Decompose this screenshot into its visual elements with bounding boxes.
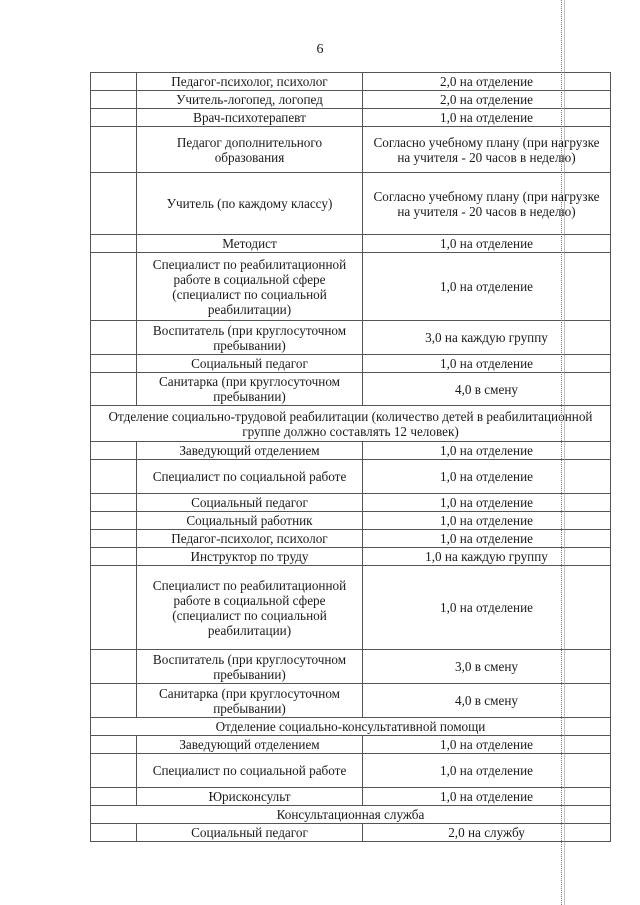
position-cell: Социальный педагог bbox=[137, 824, 363, 842]
table-row bbox=[91, 373, 611, 406]
norm-cell: 3,0 в смену bbox=[363, 650, 611, 684]
row-number-cell bbox=[91, 494, 137, 512]
norm-cell: 1,0 на отделение bbox=[363, 736, 611, 754]
position-cell: Социальный педагог bbox=[137, 494, 363, 512]
row-number-cell bbox=[91, 127, 137, 173]
table-row bbox=[91, 321, 611, 355]
staffing-table-body bbox=[91, 73, 611, 842]
section-header-row bbox=[91, 718, 611, 736]
row-number-cell bbox=[91, 788, 137, 806]
position-cell: Юрисконсульт bbox=[137, 788, 363, 806]
norm-cell: 1,0 на каждую группу bbox=[363, 548, 611, 566]
position-cell: Социальный работник bbox=[137, 512, 363, 530]
position-cell: Специалист по социальной работе bbox=[137, 754, 363, 788]
table-row bbox=[91, 91, 611, 109]
position-cell: Воспитатель (при круглосуточном пребывании) bbox=[137, 650, 363, 684]
norm-cell: 1,0 на отделение bbox=[363, 788, 611, 806]
position-cell: Санитарка (при круглосуточном пребывании) bbox=[137, 684, 363, 718]
table-row bbox=[91, 788, 611, 806]
position-cell: Специалист по социальной работе bbox=[137, 460, 363, 494]
position-cell: Специалист по реабилитационной работе в социальной сфере (специалист по социальной реабилитации) bbox=[137, 253, 363, 321]
norm-cell: 1,0 на отделение bbox=[363, 754, 611, 788]
norm-cell: 2,0 на отделение bbox=[363, 91, 611, 109]
section-title: Отделение социально-трудовой реабилитации (количество детей в реабилитационной группе должно составлять 12 человек) bbox=[91, 406, 611, 442]
table-row bbox=[91, 736, 611, 754]
row-number-cell bbox=[91, 253, 137, 321]
norm-cell: 2,0 на службу bbox=[363, 824, 611, 842]
position-cell: Заведующий отделением bbox=[137, 442, 363, 460]
table-row bbox=[91, 548, 611, 566]
section-header-row bbox=[91, 406, 611, 442]
position-cell: Педагог-психолог, психолог bbox=[137, 73, 363, 91]
row-number-cell bbox=[91, 754, 137, 788]
table-row bbox=[91, 754, 611, 788]
table-row bbox=[91, 684, 611, 718]
table-row bbox=[91, 824, 611, 842]
row-number-cell bbox=[91, 460, 137, 494]
norm-cell: 1,0 на отделение bbox=[363, 512, 611, 530]
table-row bbox=[91, 512, 611, 530]
table-row bbox=[91, 109, 611, 127]
row-number-cell bbox=[91, 442, 137, 460]
norm-cell: 2,0 на отделение bbox=[363, 73, 611, 91]
row-number-cell bbox=[91, 91, 137, 109]
norm-cell: 1,0 на отделение bbox=[363, 253, 611, 321]
position-cell: Воспитатель (при круглосуточном пребывании) bbox=[137, 321, 363, 355]
row-number-cell bbox=[91, 373, 137, 406]
row-number-cell bbox=[91, 173, 137, 235]
norm-cell: Согласно учебному плану (при нагрузке на учителя - 20 часов в неделю) bbox=[363, 173, 611, 235]
position-cell: Инструктор по труду bbox=[137, 548, 363, 566]
position-cell: Методист bbox=[137, 235, 363, 253]
norm-cell: 4,0 в смену bbox=[363, 684, 611, 718]
section-title: Консультационная служба bbox=[91, 806, 611, 824]
position-cell: Педагог-психолог, психолог bbox=[137, 530, 363, 548]
position-cell: Учитель-логопед, логопед bbox=[137, 91, 363, 109]
section-header-row bbox=[91, 806, 611, 824]
norm-cell: 4,0 в смену bbox=[363, 373, 611, 406]
row-number-cell bbox=[91, 73, 137, 91]
position-cell: Заведующий отделением bbox=[137, 736, 363, 754]
row-number-cell bbox=[91, 650, 137, 684]
row-number-cell bbox=[91, 512, 137, 530]
position-cell: Учитель (по каждому классу) bbox=[137, 173, 363, 235]
position-cell: Специалист по реабилитационной работе в социальной сфере (специалист по социальной реабилитации) bbox=[137, 566, 363, 650]
position-cell: Врач-психотерапевт bbox=[137, 109, 363, 127]
table-row bbox=[91, 127, 611, 173]
norm-cell: Согласно учебному плану (при нагрузке на учителя - 20 часов в неделю) bbox=[363, 127, 611, 173]
scan-margin-line bbox=[561, 0, 562, 905]
norm-cell: 1,0 на отделение bbox=[363, 460, 611, 494]
table-row bbox=[91, 494, 611, 512]
row-number-cell bbox=[91, 684, 137, 718]
position-cell: Санитарка (при круглосуточном пребывании) bbox=[137, 373, 363, 406]
staffing-table bbox=[90, 72, 611, 842]
table-row bbox=[91, 73, 611, 91]
row-number-cell bbox=[91, 548, 137, 566]
table-row bbox=[91, 253, 611, 321]
position-cell: Социальный педагог bbox=[137, 355, 363, 373]
table-row bbox=[91, 530, 611, 548]
table-row bbox=[91, 173, 611, 235]
scan-margin-line bbox=[564, 0, 565, 905]
row-number-cell bbox=[91, 824, 137, 842]
norm-cell: 3,0 на каждую группу bbox=[363, 321, 611, 355]
norm-cell: 1,0 на отделение bbox=[363, 355, 611, 373]
norm-cell: 1,0 на отделение bbox=[363, 235, 611, 253]
position-cell: Педагог дополнительного образования bbox=[137, 127, 363, 173]
norm-cell: 1,0 на отделение bbox=[363, 442, 611, 460]
section-title: Отделение социально-консультативной помощи bbox=[91, 718, 611, 736]
table-row bbox=[91, 460, 611, 494]
table-row bbox=[91, 235, 611, 253]
table-row bbox=[91, 442, 611, 460]
row-number-cell bbox=[91, 736, 137, 754]
row-number-cell bbox=[91, 235, 137, 253]
row-number-cell bbox=[91, 109, 137, 127]
row-number-cell bbox=[91, 321, 137, 355]
norm-cell: 1,0 на отделение bbox=[363, 494, 611, 512]
norm-cell: 1,0 на отделение bbox=[363, 109, 611, 127]
row-number-cell bbox=[91, 566, 137, 650]
page-number: 6 bbox=[316, 42, 324, 57]
row-number-cell bbox=[91, 355, 137, 373]
table-row bbox=[91, 650, 611, 684]
table-row bbox=[91, 355, 611, 373]
row-number-cell bbox=[91, 530, 137, 548]
table-row bbox=[91, 566, 611, 650]
norm-cell: 1,0 на отделение bbox=[363, 566, 611, 650]
norm-cell: 1,0 на отделение bbox=[363, 530, 611, 548]
